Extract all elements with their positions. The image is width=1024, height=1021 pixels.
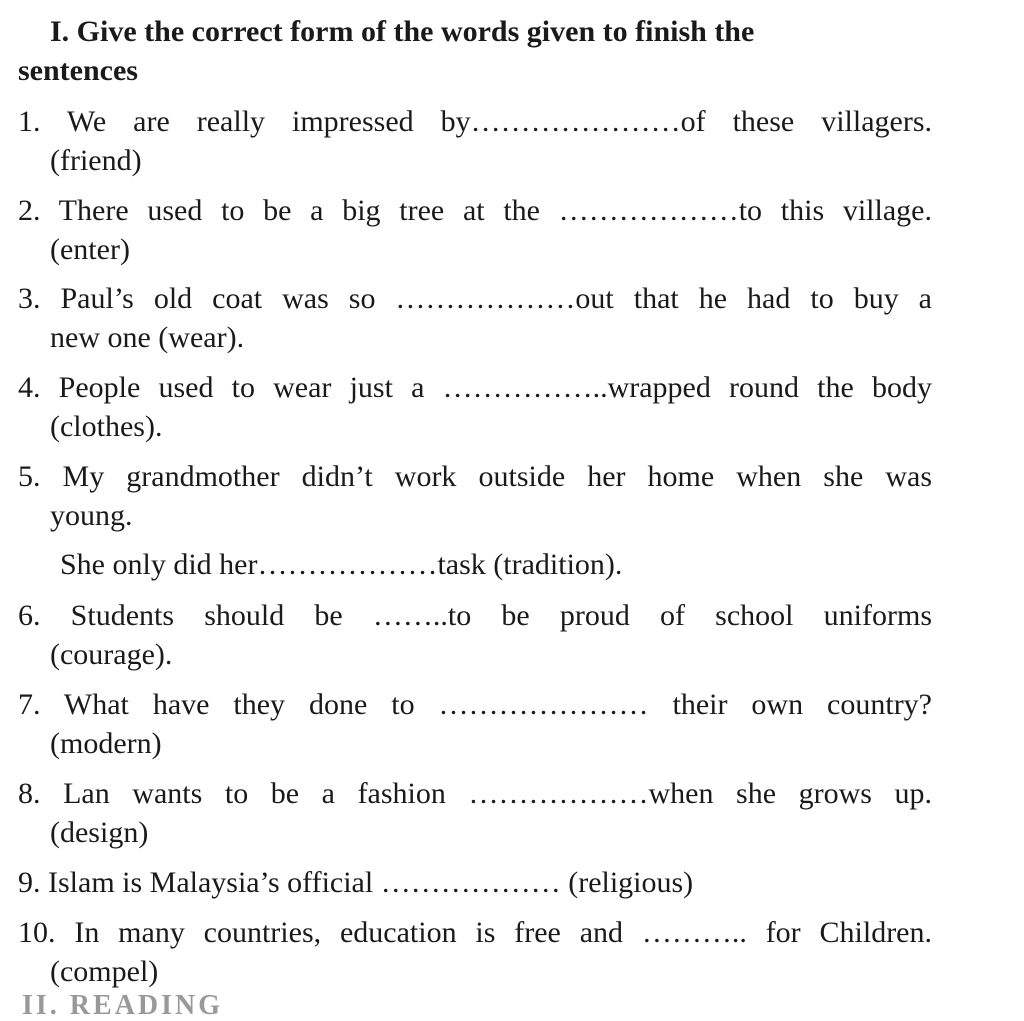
question-7-text: 7. What have they done to ………………… their own country? <box>18 688 932 721</box>
question-5 <box>18 457 932 584</box>
heading-line-2: sentences <box>18 54 138 87</box>
question-5-text-cont: young. <box>50 499 133 532</box>
question-8-hint: (design) <box>50 816 149 849</box>
question-9-text: 9. Islam is Malaysia’s official ……………… (religious) <box>18 866 694 899</box>
question-8-text: 8. Lan wants to be a fashion ………………when she grows up. <box>18 777 932 810</box>
question-10-text: 10. In many countries, education is free and ……….. for Children. <box>18 916 932 949</box>
question-10-hint: (compel) <box>50 955 159 988</box>
question-2-text: 2. There used to be a big tree at the ………………to this village. <box>18 194 932 227</box>
question-6 <box>18 596 932 674</box>
question-6-hint: (courage). <box>50 638 173 671</box>
next-section-heading-text: II. READING <box>22 990 224 1021</box>
question-5-text: 5. My grandmother didn’t work outside her home when she was <box>18 460 932 493</box>
question-2-hint: (enter) <box>50 233 130 266</box>
question-3-hint: new one (wear). <box>50 321 245 354</box>
question-4-text: 4. People used to wear just a ……………..wrapped round the body <box>18 371 932 404</box>
question-6-text: 6. Students should be ……..to be proud of school uniforms <box>18 599 932 632</box>
question-8 <box>18 774 932 852</box>
question-7 <box>18 685 932 763</box>
question-10 <box>18 913 932 991</box>
next-section-heading-cut <box>22 990 232 1021</box>
question-5-task: She only did her………………task (tradition). <box>60 548 623 581</box>
question-4 <box>18 368 932 446</box>
question-1-text: 1. We are really impressed by…………………of these villagers. <box>18 105 932 138</box>
question-9 <box>18 863 932 902</box>
question-4-hint: (clothes). <box>50 410 163 443</box>
question-3 <box>18 279 932 357</box>
question-7-hint: (modern) <box>50 727 162 760</box>
heading-line-1: I. Give the correct form of the words given to finish the <box>50 15 755 48</box>
question-3-text: 3. Paul’s old coat was so ………………out that he had to buy a <box>18 282 932 315</box>
question-2 <box>18 191 932 269</box>
exercise-heading <box>18 12 978 90</box>
question-1-hint: (friend) <box>50 144 142 177</box>
question-1 <box>18 102 932 180</box>
